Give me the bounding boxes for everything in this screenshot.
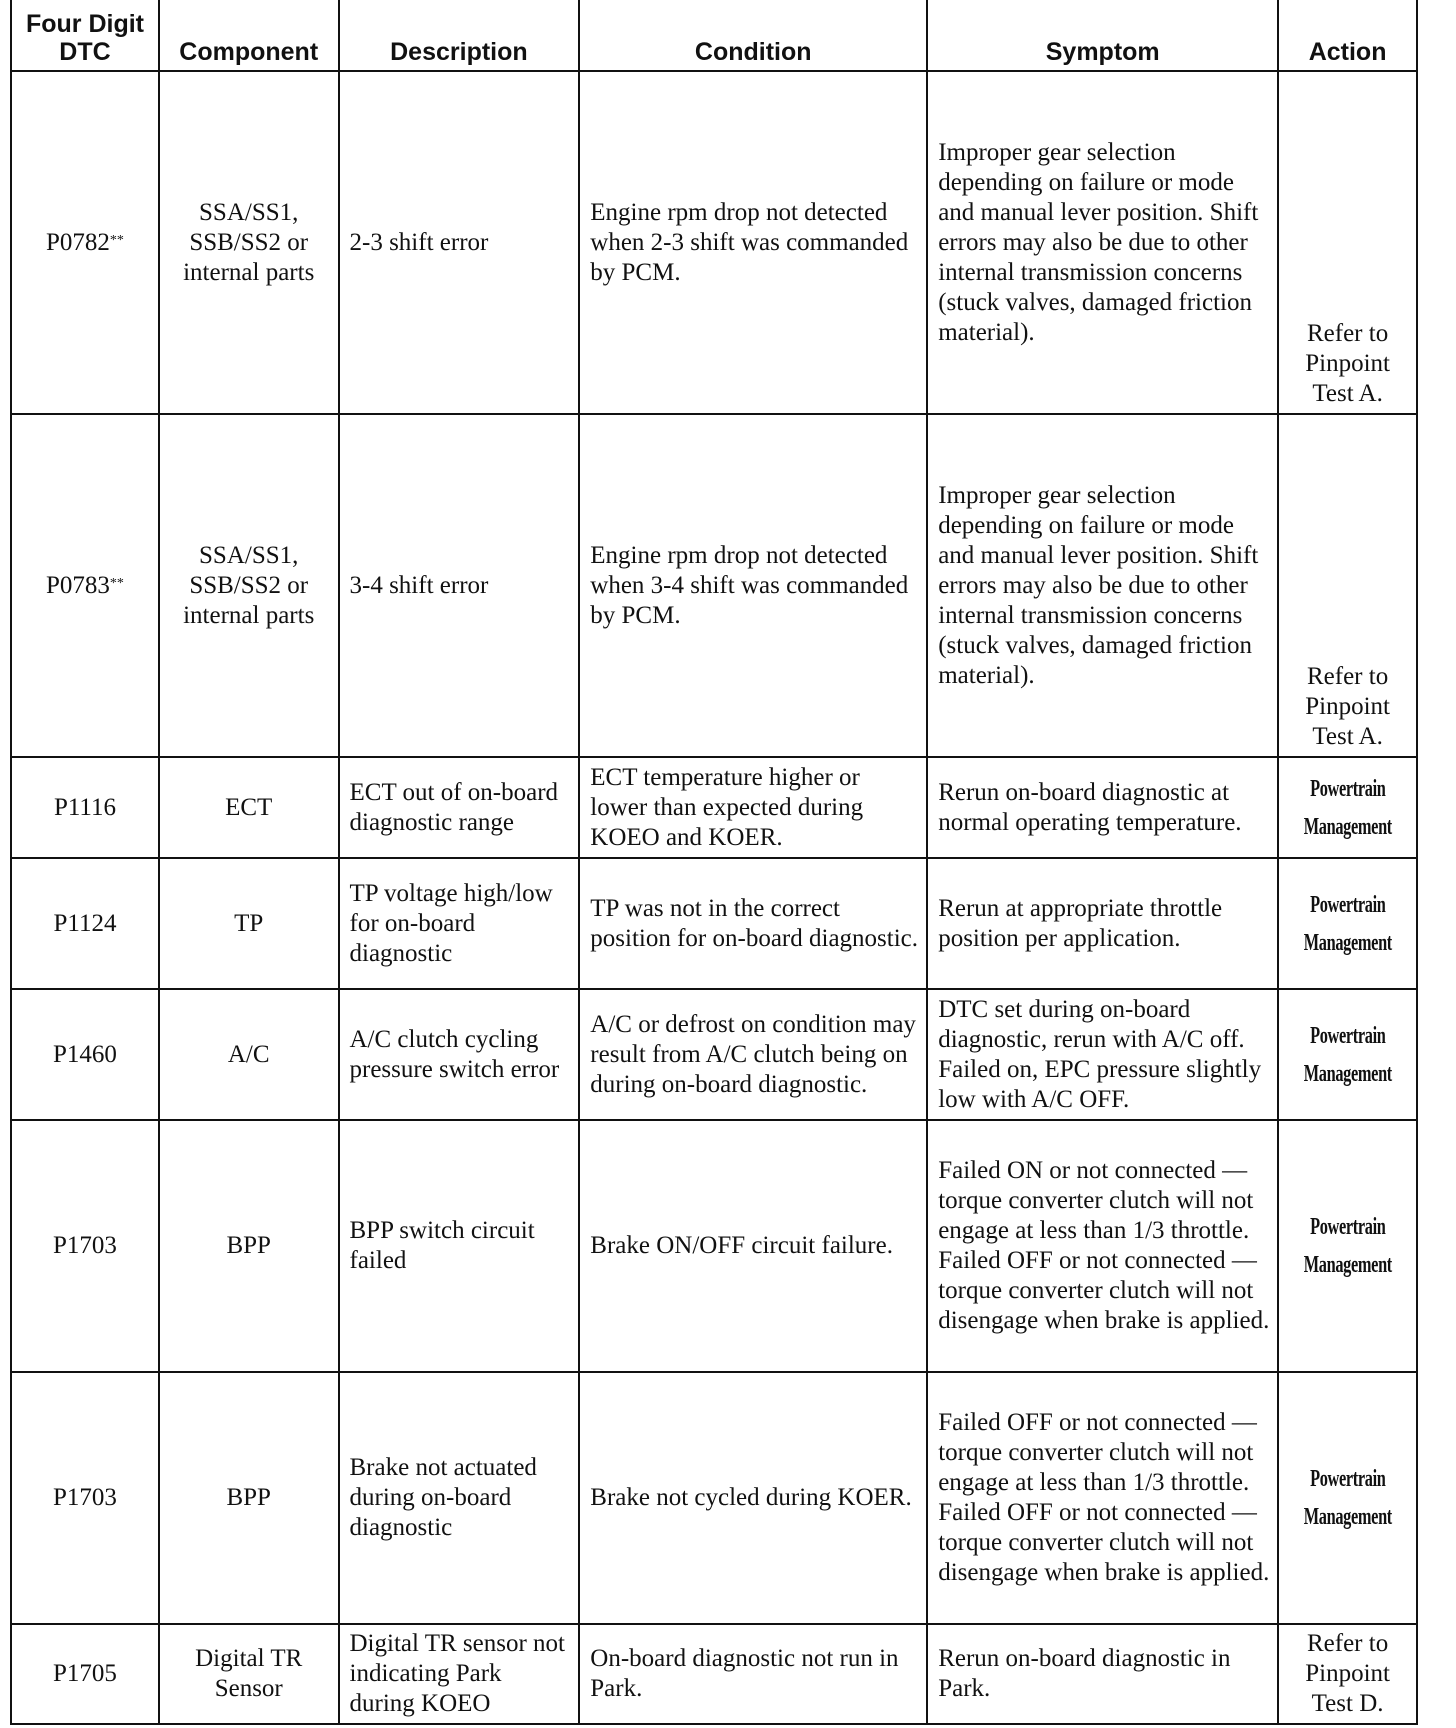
symptom-cell: Improper gear selection depending on failure or mode and manual lever position. Shift errors may also be due to other internal transmission concerns (stuck valves, damaged friction material). bbox=[927, 414, 1278, 757]
action-line: Pinpoint bbox=[1305, 350, 1390, 377]
action-line: Pinpoint bbox=[1305, 693, 1390, 720]
header-symptom: Symptom bbox=[927, 0, 1278, 71]
action-line: Management bbox=[1303, 813, 1392, 840]
action-cell bbox=[1278, 1372, 1417, 1624]
condition-cell: Brake not cycled during KOER. bbox=[579, 1372, 927, 1624]
action-line: Management bbox=[1303, 1252, 1392, 1278]
component-line: internal parts bbox=[183, 258, 315, 286]
condition-cell: On-board diagnostic not run in Park. bbox=[579, 1624, 927, 1724]
dtc-table bbox=[10, 0, 1418, 1725]
symptom-cell: Rerun on-board diagnostic in Park. bbox=[927, 1624, 1278, 1724]
table-row bbox=[11, 858, 1417, 989]
action-cell bbox=[1278, 989, 1417, 1120]
action-line: Powertrain bbox=[1309, 1466, 1386, 1492]
dtc-cell: P1703 bbox=[11, 1120, 159, 1372]
condition-cell: ECT temperature higher or lower than expected during KOEO and KOER. bbox=[579, 757, 927, 858]
component-line: SSB/SS2 or bbox=[189, 571, 309, 599]
action-line: Powertrain bbox=[1309, 1214, 1386, 1240]
action-line: Management bbox=[1303, 1060, 1392, 1087]
action-text bbox=[1304, 770, 1392, 846]
table-row bbox=[11, 757, 1417, 858]
condition-cell: A/C or defrost on condition may result from A/C clutch being on during on-board diagnostic. bbox=[579, 989, 927, 1120]
description-cell: Brake not actuated during on-board diagnostic bbox=[339, 1372, 580, 1624]
symptom-cell: Improper gear selection depending on failure or mode and manual lever position. Shift errors may also be due to other internal transmission concerns (stuck valves, damaged friction material). bbox=[927, 71, 1278, 414]
dtc-cell: P1703 bbox=[11, 1372, 159, 1624]
action-line: Refer to bbox=[1306, 320, 1389, 347]
description-cell: A/C clutch cycling pressure switch error bbox=[339, 989, 580, 1120]
component-cell bbox=[159, 71, 339, 414]
action-cell bbox=[1278, 757, 1417, 858]
action-line: Test D. bbox=[1311, 1690, 1384, 1717]
header-description: Description bbox=[339, 0, 580, 71]
condition-cell: Engine rpm drop not detected when 2-3 shift was commanded by PCM. bbox=[579, 71, 927, 414]
dtc-footnote-mark: ** bbox=[109, 575, 124, 591]
table-row bbox=[11, 71, 1417, 414]
action-line: Pinpoint bbox=[1305, 1660, 1390, 1687]
component-line: Digital TR bbox=[195, 1645, 303, 1672]
header-dtc bbox=[11, 0, 159, 71]
table-row bbox=[11, 1624, 1417, 1724]
component-line: internal parts bbox=[183, 601, 315, 629]
header-dtc-line1: Four Digit bbox=[25, 10, 144, 38]
component-cell: A/C bbox=[159, 989, 339, 1120]
description-cell: 2-3 shift error bbox=[339, 71, 580, 414]
action-line: Test A. bbox=[1312, 723, 1383, 750]
header-action: Action bbox=[1278, 0, 1417, 71]
action-line: Powertrain bbox=[1309, 891, 1386, 918]
header-dtc-line2: DTC bbox=[59, 38, 111, 66]
table-row bbox=[11, 1372, 1417, 1624]
action-cell bbox=[1278, 414, 1417, 757]
symptom-cell: Rerun at appropriate throttle position per application. bbox=[927, 858, 1278, 989]
dtc-cell: P1116 bbox=[11, 757, 159, 858]
action-text bbox=[1304, 886, 1392, 962]
dtc-cell: P1705 bbox=[11, 1624, 159, 1724]
action-line: Test A. bbox=[1312, 380, 1383, 407]
component-cell bbox=[159, 414, 339, 757]
description-cell: 3-4 shift error bbox=[339, 414, 580, 757]
symptom-cell: Rerun on-board diagnostic at normal operating temperature. bbox=[927, 757, 1278, 858]
dtc-cell bbox=[11, 414, 159, 757]
dtc-cell: P1124 bbox=[11, 858, 159, 989]
description-cell: TP voltage high/low for on-board diagnostic bbox=[339, 858, 580, 989]
description-cell: Digital TR sensor not indicating Park during KOEO bbox=[339, 1624, 580, 1724]
action-line: Management bbox=[1303, 929, 1392, 956]
action-cell bbox=[1278, 1624, 1417, 1724]
table-row bbox=[11, 1120, 1417, 1372]
component-cell: ECT bbox=[159, 757, 339, 858]
condition-cell: Engine rpm drop not detected when 3-4 shift was commanded by PCM. bbox=[579, 414, 927, 757]
component-line: Sensor bbox=[214, 1675, 283, 1702]
symptom-cell: DTC set during on-board diagnostic, rerun with A/C off. Failed on, EPC pressure slightly low with A/C OFF. bbox=[927, 989, 1278, 1120]
condition-cell: Brake ON/OFF circuit failure. bbox=[579, 1120, 927, 1372]
action-text bbox=[1304, 1017, 1392, 1093]
dtc-code: P0783 bbox=[46, 571, 110, 599]
action-line: Management bbox=[1303, 1504, 1392, 1530]
header-component: Component bbox=[159, 0, 339, 71]
action-line: Powertrain bbox=[1309, 1022, 1386, 1049]
action-cell bbox=[1278, 1120, 1417, 1372]
component-line: SSA/SS1, bbox=[199, 541, 299, 569]
dtc-cell: P1460 bbox=[11, 989, 159, 1120]
description-cell: BPP switch circuit failed bbox=[339, 1120, 580, 1372]
table-row bbox=[11, 414, 1417, 757]
component-cell: BPP bbox=[159, 1120, 339, 1372]
component-cell: BPP bbox=[159, 1372, 339, 1624]
action-line: Powertrain bbox=[1309, 775, 1386, 802]
dtc-cell bbox=[11, 71, 159, 414]
action-cell bbox=[1278, 71, 1417, 414]
dtc-code: P0782 bbox=[46, 228, 110, 256]
action-line: Refer to bbox=[1306, 663, 1389, 690]
action-cell bbox=[1278, 858, 1417, 989]
component-cell: TP bbox=[159, 858, 339, 989]
description-cell: ECT out of on-board diagnostic range bbox=[339, 757, 580, 858]
component-line: SSB/SS2 or bbox=[189, 228, 309, 256]
condition-cell: TP was not in the correct position for on-board diagnostic. bbox=[579, 858, 927, 989]
table-row bbox=[11, 989, 1417, 1120]
action-line: Refer to bbox=[1306, 1630, 1389, 1657]
component-line: SSA/SS1, bbox=[199, 198, 299, 226]
symptom-cell: Failed OFF or not connected — torque converter clutch will not engage at less than 1/3 throttle. Failed OFF or not connected — torque converter clutch will not disengage when brake is applied. bbox=[927, 1372, 1278, 1624]
action-text bbox=[1304, 1460, 1392, 1536]
component-cell bbox=[159, 1624, 339, 1724]
action-text bbox=[1304, 1208, 1392, 1284]
header-row bbox=[11, 0, 1417, 71]
header-condition: Condition bbox=[579, 0, 927, 71]
symptom-cell: Failed ON or not connected — torque converter clutch will not engage at less than 1/3 throttle. Failed OFF or not connected — torque converter clutch will not disengage when brake is applied. bbox=[927, 1120, 1278, 1372]
dtc-footnote-mark: ** bbox=[109, 232, 124, 248]
